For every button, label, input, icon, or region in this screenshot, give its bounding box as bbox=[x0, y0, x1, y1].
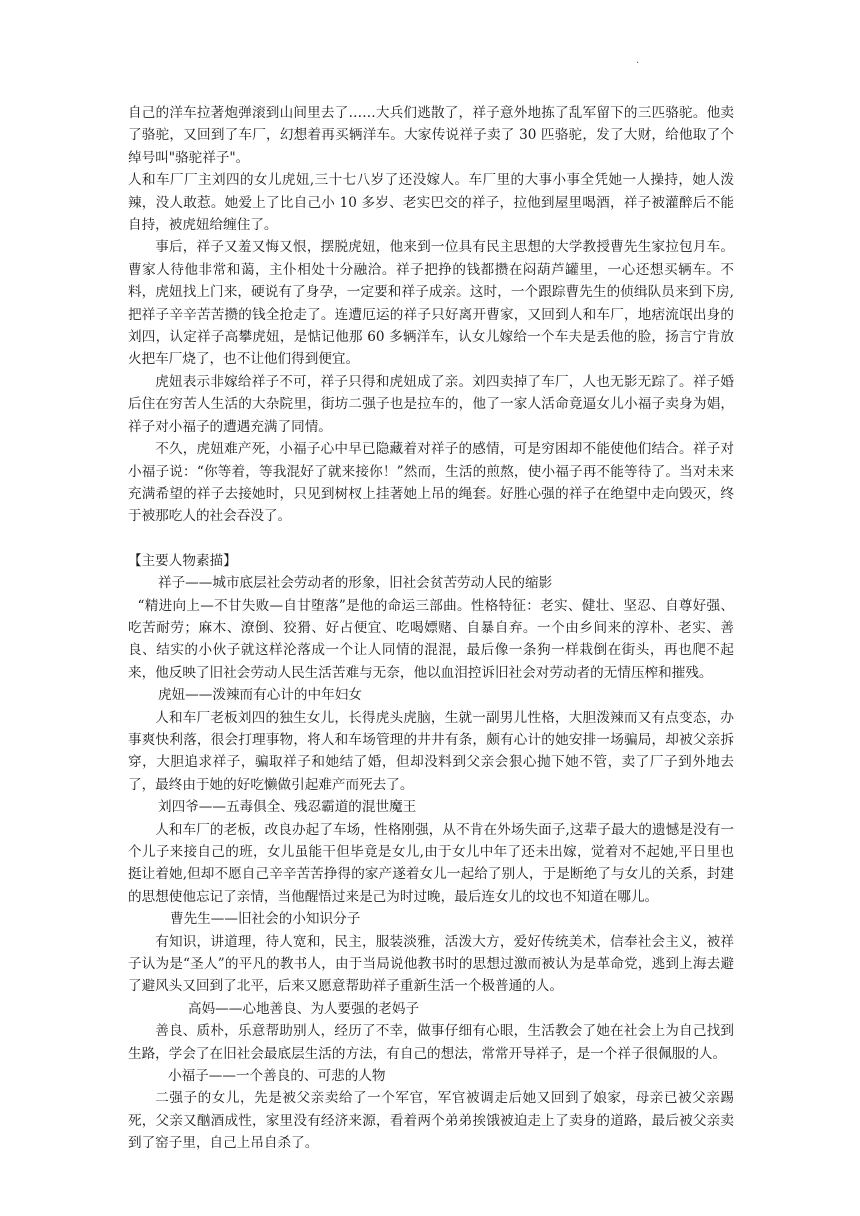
character-heading-cao: 曹先生——旧社会的小知识分子 bbox=[170, 911, 361, 928]
summary-paragraph: 自己的洋车拉著炮弹滚到山间里去了……大兵们逃散了，祥子意外地拣了乱军留下的三匹骆驼。他卖了骆驼，又回到了车厂，幻想着再买辆洋车。大家传说祥子卖了 30 匹骆驼，发了大财，给他取了个绰号叫"骆驼祥子"。 bbox=[128, 105, 734, 166]
character-description: 人和车厂老板刘四的独生女儿，长得虎头虎脑，生就一副男儿性格，大胆泼辣而又有点变态，办事爽快利落，很会打理事物，将人和车场管理的井井有条，颇有心计的她安排一场骗局，却被父亲拆穿，大胆追求祥子，骗取祥子和她结了婚，但却没料到父亲会狠心抛下她不管，卖了厂子到外地去了，最终由于她的好吃懒做引起难产而死去了。 bbox=[128, 709, 734, 793]
summary-paragraph: 人和车厂厂主刘四的女儿虎妞,三十七八岁了还没嫁人。车厂里的大事小事全凭她一人操持，她人泼辣，没人敢惹。她爱上了比自己小 10 多岁、老实巴交的祥子，拉他到屋里喝酒，祥子被灌醉后不能自持，被虎妞给缠住了。 bbox=[128, 172, 734, 234]
character-description: 善良、质朴，乐意帮助别人，经历了不幸，做事仔细有心眼，生活教会了她在社会上为自己找到生路，学会了在旧社会最底层生活的方法，有自己的想法，常常开导祥子，是一个祥子很佩服的人。 bbox=[128, 1023, 734, 1062]
character-description: 二强子的女儿，先是被父亲卖给了一个军官，军官被调走后她又回到了娘家，母亲已被父亲踢死，父亲又酗酒成性，家里没有经济来源，看着两个弟弟挨饿被迫走上了卖身的道路，最后被父亲卖到了窑子里，自己上吊自杀了。 bbox=[128, 1090, 734, 1152]
character-description: 人和车厂的老板，改良办起了车场，性格刚强，从不肯在外场失面子,这辈子最大的遗憾是没有一个儿子来接自己的班，女儿虽能干但毕竟是女儿,由于女儿中年了还未出嫁，觉着对不起她,平日里也挺让着她,但却不愿自己辛辛苦苦挣得的家产遂着女儿一起给了别人，于是断绝了与女儿的关系，封建的思想使他忘记了亲情，当他醒悟过来是己为时过晚，最后连女儿的坟也不知道在哪儿。 bbox=[128, 821, 734, 905]
character-heading-xiaofuzi: 小福子——一个善良的、可悲的人物 bbox=[168, 1068, 386, 1085]
page-mark: · bbox=[636, 58, 640, 69]
section-heading: 【主要人物素描】 bbox=[128, 552, 237, 569]
character-description: 有知识，讲道理，待人宽和，民主，服装淡雅，活泼大方，爱好传统美术，信奉社会主义，被祥子认为是“圣人”的平凡的教书人，由于当局说他教书时的思想过激而被认为是革命党，逃到上海去避了避风头又回到了北平，后来又愿意帮助祥子重新生活一个极普通的人。 bbox=[128, 933, 734, 995]
character-heading-gaoma: 高妈——心地善良、为人要强的老妈子 bbox=[188, 1000, 420, 1017]
character-heading-liusiye: 刘四爷——五毒俱全、残忍霸道的混世魔王 bbox=[158, 799, 417, 816]
summary-paragraph: 虎妞表示非嫁给祥子不可，祥子只得和虎妞成了亲。刘四卖掉了车厂，人也无影无踪了。祥子婚后住在穷苦人生活的大杂院里，街坊二强子也是拉车的，他了一家人活命竟逼女儿小福子卖身为娼，祥子对小福子的遭遇充满了同情。 bbox=[128, 373, 734, 435]
section-spacer bbox=[128, 528, 734, 550]
document-body bbox=[128, 102, 734, 1155]
summary-paragraph: 不久，虎妞难产死，小福子心中早已隐藏着对祥子的感情，可是穷困却不能使他们结合。祥子对小福子说：“你等着，等我混好了就来接你！”然而，生活的煎熬，使小福子再不能等待了。当对未来充满希望的祥子去接她时，只见到树杈上挂著她上吊的绳套。好胜心强的祥子在绝望中走向毁灭，终于被那吃人的社会吞没了。 bbox=[128, 441, 734, 525]
character-description: “精进向上—不甘失败—自甘堕落”是他的命运三部曲。性格特征：老实、健壮、坚忍、自尊好强、吃苦耐劳；麻木、潦倒、狡猾、好占便宜、吃喝嫖赌、自暴自弃。一个由乡间来的淳朴、老实、善良、结实的小伙子就这样沦落成一个让人同情的混混，最后像一条狗一样栽倒在街头，再也爬不起来，他反映了旧社会劳动人民生活苦难与无奈，他以血泪控诉旧社会对劳动者的无情压榨和摧残。 bbox=[128, 597, 734, 681]
character-heading-xiangzi: 祥子——城市底层社会劳动者的形象，旧社会贫苦劳动人民的缩影 bbox=[158, 575, 553, 592]
character-heading-huniu: 虎妞——泼辣而有心计的中年妇女 bbox=[158, 687, 362, 704]
summary-paragraph: 事后，祥子又羞又悔又恨，摆脱虎妞，他来到一位具有民主思想的大学教授曹先生家拉包月车。曹家人待他非常和蔼，主仆相处十分融洽。祥子把挣的钱都攒在闷葫芦罐里，一心还想买辆车。不料，虎妞找上门来，硬说有了身孕，一定要和祥子成亲。这时，一个跟踪曹先生的侦缉队员来到下房,把祥子辛辛苦苦攒的钱全抢走了。连遭厄运的祥子只好离开曹家，又回到人和车厂，地痞流氓出身的刘四，认定祥子高攀虎妞，是惦记他那 60 多辆洋车，认女儿嫁给一个车夫是丢他的脸，扬言宁肯放火把车厂烧了，也不让他们得到便宜。 bbox=[128, 239, 734, 368]
